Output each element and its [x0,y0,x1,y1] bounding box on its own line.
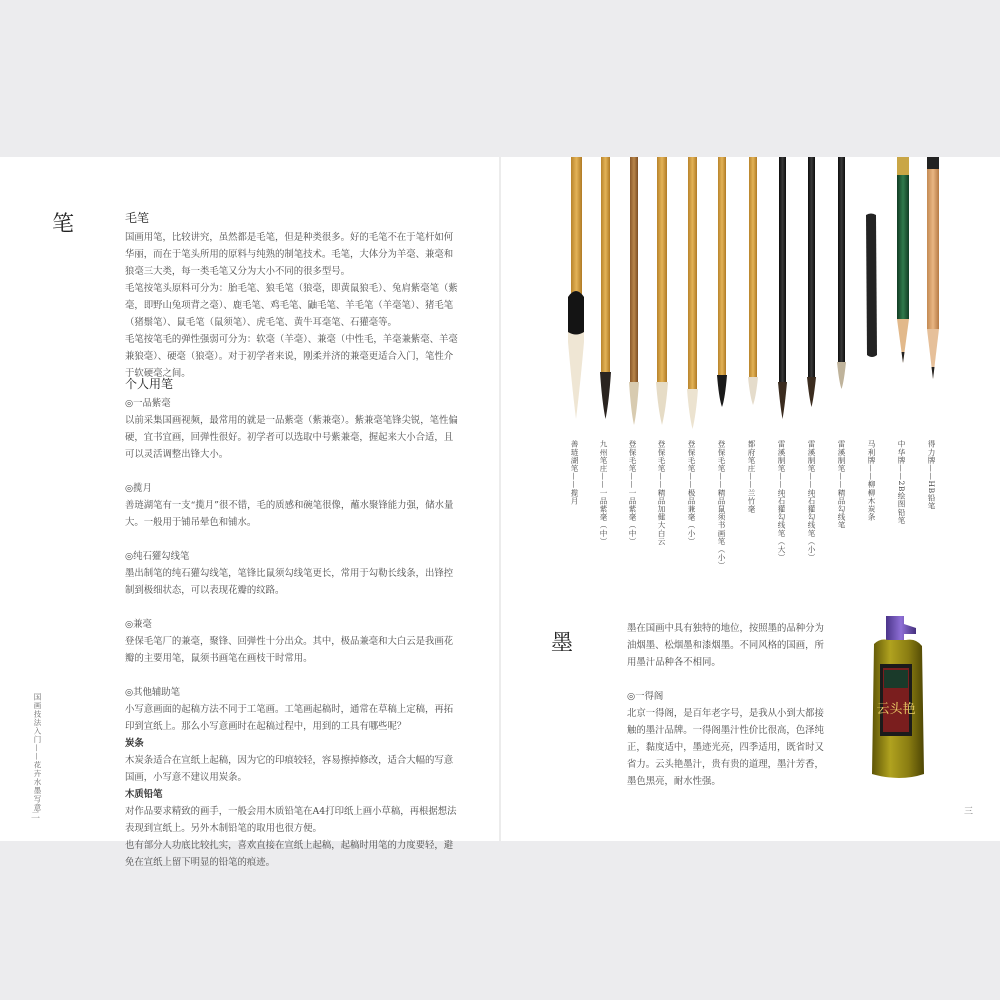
ink-item-text: 北京一得阁，是百年老字号，是我从小到大都接触的墨汁品牌。一得阁墨汁性价比很高，色泽纯正，黏度适中，墨迹光亮，四季适用，既省时又省力。云头艳墨汁，贵有贵的道理，墨汁芳香，墨色黑亮，耐水性强。 [627,708,824,787]
item-text: 小写意画面的起稿方法不同于工笔画。工笔画起稿时，通常在草稿上定稿，再拓印到宣纸上。那么小写意画时在起稿过程中，用到的工具有哪些呢？ [125,704,454,732]
brush-label: 都府笔庄——兰竹毫 [747,440,756,513]
brush-label: 雷溪制笔——纯石獾勾线笔（小） [807,440,816,562]
brush-label: 登保毛笔——精品加健大白云 [657,440,666,546]
running-head-vertical: 国画技法入门——花卉水墨写意 [33,693,42,812]
brush-5 [687,157,698,429]
brush-label: 得力牌——HB铅笔 [927,440,936,510]
page-number-right: 三 [964,807,974,817]
page-gutter [499,157,501,841]
brush-6 [717,157,727,407]
brush-10 [837,157,846,389]
brush-photo [551,157,951,447]
sub-text-pencil: 也有部分人功底比较扎实，喜欢直接在宣纸上起稿，起稿时用笔的力度要轻，避免在宣纸上留下明显的铅笔的痕迹。 [125,840,454,868]
sub-head-charcoal: 炭条 [125,738,144,749]
brush-2 [600,157,611,419]
item-text: 登保毛笔厂的兼毫，聚锋、回弹性十分出众。其中，极品兼毫和大白云是我画花瓣的主要用笔，鼠须书画笔在画枝干时常用。 [125,636,454,664]
brush-label: 雷溪制笔——精品勾线笔 [837,440,846,530]
brush-labels [551,440,951,570]
brush-label: 登保毛笔——极品兼毫（小） [687,440,696,546]
sub-text-pencil: 对作品要求精致的画手，一般会用木质铅笔在A4打印纸上画小草稿，再根据想法表现到宣纸上。另外木制铅笔的取用也很方便。 [125,806,457,834]
brush-8 [778,157,787,419]
brush-label: 九州笔庄——一品紫毫（中） [599,440,608,546]
section-char-ink: 墨 [551,631,574,656]
brush-label: 登保毛笔——一品紫毫（中） [628,440,637,546]
item-head: ◎其他辅助笔 [125,687,181,698]
maobi-text-block [125,229,460,382]
item-head: ◎一品紫毫 [125,398,171,409]
brush-9 [807,157,816,407]
maobi-paragraph: 毛笔按笔头原料可分为：胎毛笔、狼毛笔（狼毫，即黄鼠狼毛）、兔肩紫毫笔（紫毫，即野山兔项背之毫）、鹿毛笔、鸡毛笔、鼬毛笔、羊毛笔（羊毫笔）、猪毛笔（猪鬃笔）、鼠毛笔（鼠须笔）、虎毛笔、黄牛耳毫笔、石獾毫等。 [125,283,458,328]
item-text: 墨出制笔的纯石獾勾线笔，笔锋比鼠须勾线笔更长，常用于勾勒长线条，出锋控制到极细状态，可以表现花瓣的纹路。 [125,568,454,596]
pencil-2b [897,157,909,363]
brush-label: 登保毛笔——精品鼠须书画笔（小） [717,440,726,570]
personal-brushes-text [125,395,460,871]
maobi-paragraph: 国画用笔，比较讲究，虽然都是毛笔，但是种类很多。好的毛笔不在于笔杆如何华丽，而在于笔头所用的原料与纯熟的制笔技术。毛笔，大体分为羊毫、兼毫和狼毫三大类，每一类毛笔又分为大小不同的很多型号。 [125,232,454,277]
item-head: ◎揽月 [125,483,152,494]
maobi-paragraph: 毛笔按笔毛的弹性强弱可分为：软毫（羊毫）、兼毫（中性毛，羊毫兼紫毫、羊毫兼狼毫）、硬毫（狼毫）。对于初学者来说，刚柔并济的兼毫更适合入门，笔性介于软硬毫之间。 [125,334,458,379]
brush-3 [629,157,639,425]
item-head: ◎兼毫 [125,619,152,630]
sub-head-pencil: 木质铅笔 [125,789,163,800]
sub-text-charcoal: 木炭条适合在宣纸上起稿，因为它的印痕较轻，容易擦掉修改，适合大幅的写意国画，小写意不建议用炭条。 [125,755,454,783]
section-title-maobi: 毛笔 [125,211,150,225]
pencil-hb [927,157,939,379]
page-number-left: 二 [31,811,41,821]
ink-text-block [627,620,832,790]
ink-intro: 墨在国画中具有独特的地位，按照墨的品种分为油烟墨、松烟墨和漆烟墨。不同风格的国画，所用墨汁品种各不相同。 [627,623,824,668]
section-char-brush: 笔 [52,212,75,237]
bottle-label: 云头艳 [876,702,916,717]
brush-label: 雷溪制笔——纯石獾勾线笔（大） [777,440,786,562]
item-text: 以前采集国画视频，最常用的就是一品紫毫（紫兼毫）。紫兼毫笔锋尖锐，笔性偏硬，宜书宜画，回弹性很好。初学者可以选取中号紫兼毫，握起来大小合适，且可以灵活调整出锋大小。 [125,415,458,460]
brush-1 [568,157,584,419]
section-title-personal-brushes: 个人用笔 [125,377,174,391]
brush-label: 善琏湖笔——揽月 [570,440,579,505]
brush-7 [748,157,758,405]
brush-label: 马利牌——柳柳木炭条 [867,440,876,521]
item-text: 善琏湖笔有一支“揽月”很不错，毛的质感和碗笔很像，蘸水聚锋能力强，储水量大。一般用于铺吊晕色和铺水。 [125,500,454,528]
brush-label: 中华牌——2B绘图铅笔 [897,440,906,525]
ink-item-head: ◎一得阁 [627,691,664,702]
item-head: ◎纯石獾勾线笔 [125,551,190,562]
brush-4 [656,157,668,425]
charcoal-stick [866,214,877,358]
ink-bottle-photo [860,614,940,789]
